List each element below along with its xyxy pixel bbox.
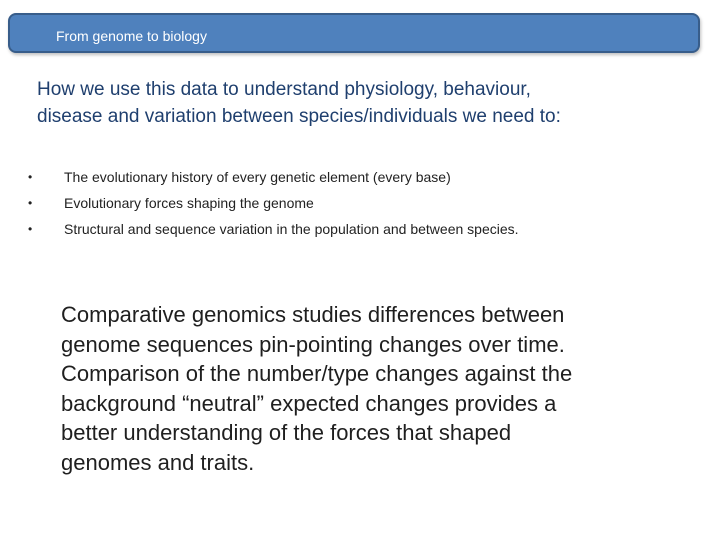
heading-line-1: How we use this data to understand physiology, behaviour, [37, 79, 531, 100]
title-bar [8, 13, 700, 53]
paragraph-line-6: genomes and traits. [61, 449, 255, 475]
paragraph-line-3: Comparison of the number/type changes against the [61, 361, 573, 386]
list-item [28, 218, 698, 244]
bullet-icon: • [28, 196, 33, 210]
slide-heading [37, 76, 697, 130]
bullet-icon: • [28, 222, 33, 236]
paragraph-line-5: better understanding of the forces that shaped [61, 420, 512, 445]
slide-title: From genome to biology [56, 28, 207, 44]
list-item [28, 166, 698, 192]
heading-line-2: disease and variation between species/individuals we need to: [37, 106, 561, 127]
bullet-text: Evolutionary forces shaping the genome [64, 195, 314, 211]
body-paragraph [61, 300, 701, 477]
list-item [28, 192, 698, 218]
bullet-list [28, 166, 698, 244]
bullet-text: Structural and sequence variation in the population and between species. [64, 221, 519, 237]
bullet-icon: • [28, 170, 33, 184]
paragraph-line-4: background “neutral” expected changes provides a [61, 390, 557, 416]
paragraph-line-1: Comparative genomics studies differences between [61, 302, 565, 327]
bullet-text: The evolutionary history of every genetic element (every base) [64, 169, 451, 185]
paragraph-line-2: genome sequences pin-pointing changes over time. [61, 331, 565, 357]
